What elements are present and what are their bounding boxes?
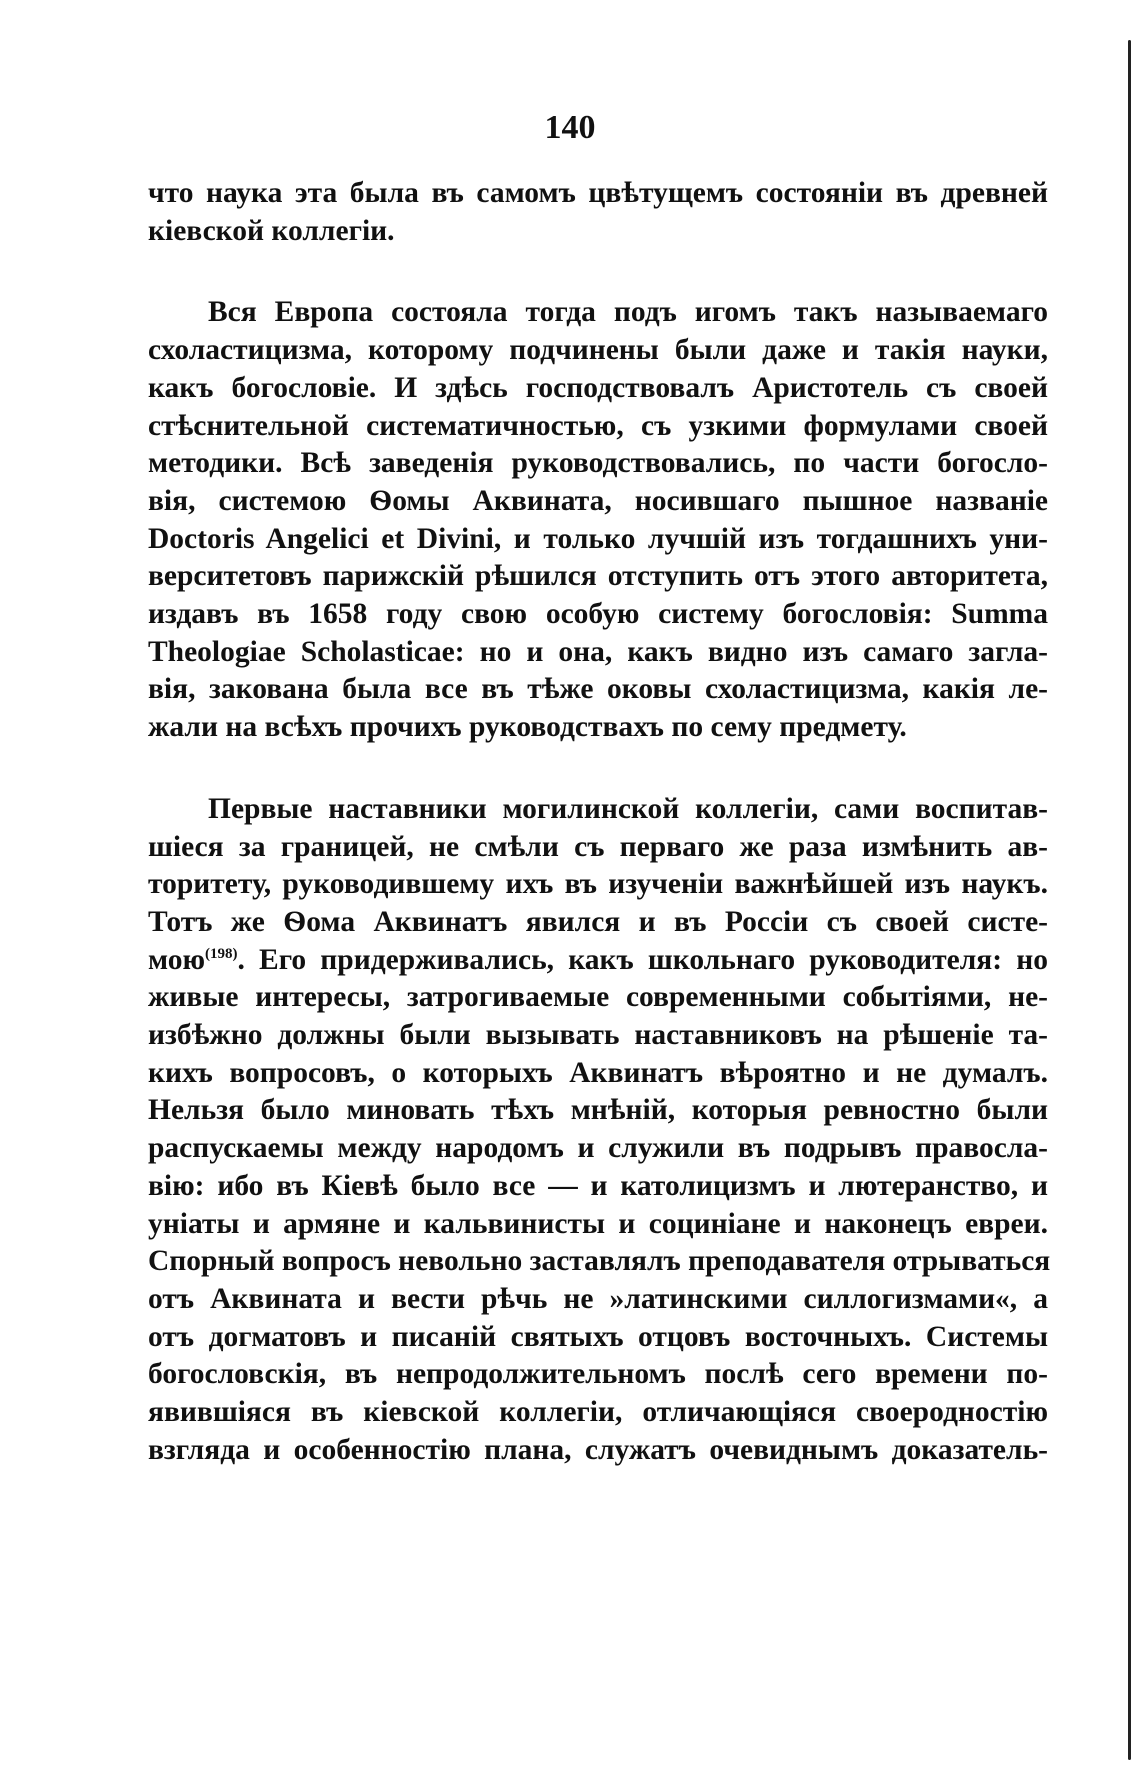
text-line: схоластицизма, которому подчинены были даже и такія науки,	[148, 334, 1048, 367]
text-line: отъ Аквината и вести рѣчь не »латинскими силлогизмами«, а	[148, 1282, 1048, 1315]
text-line: богословскія, въ непродолжительномъ послѣ сего времени по-	[148, 1358, 1048, 1391]
page-body	[148, 175, 1051, 1470]
text-line: жали на всѣхъ прочихъ руководствахъ по сему предмету.	[148, 711, 907, 744]
text-fragment: мою	[148, 943, 205, 976]
text-line: взгляда и особенностію плана, служатъ очевиднымъ доказатель-	[148, 1433, 1048, 1466]
text-line: Вся Европа состояла тогда подъ игомъ такъ называемаго	[208, 296, 1048, 329]
text-line: издавъ въ 1658 году свою особую систему богословія: Summa	[148, 598, 1048, 631]
text-line: стѣснительной систематичностью, съ узкими формулами своей	[148, 409, 1048, 442]
text-line-with-footnote	[148, 942, 1048, 980]
text-line: что наука эта была въ самомъ цвѣтущемъ состояніи въ древней	[148, 177, 1048, 209]
text-line: распускаемы между народомъ и служили въ подрывъ правосла-	[148, 1132, 1048, 1165]
text-line: Theologiae Scholasticae: но и она, какъ видно изъ самаго загла-	[148, 635, 1048, 668]
text-line: отъ догматовъ и писаній святыхъ отцовъ восточныхъ. Системы	[148, 1320, 1048, 1353]
page-number: 140	[544, 109, 596, 146]
text-line: живые интересы, затрогиваемые современными событіями, не-	[148, 981, 1048, 1014]
text-line: верситетовъ парижскій рѣшился отступить отъ этого авторитета,	[148, 560, 1048, 593]
text-line: шіеся за границей, не смѣли съ перваго же раза измѣнить ав-	[148, 830, 1048, 863]
text-line: Спорный вопросъ невольно заставлялъ преподавателя отрываться	[148, 1245, 1051, 1278]
text-line: методики. Всѣ заведенія руководствовались, по части богосло-	[148, 447, 1048, 480]
text-line: Нельзя было миновать тѣхъ мнѣній, которыя ревностно были	[148, 1094, 1048, 1127]
text-line: Тотъ же Ѳома Аквинатъ явился и въ Россіи съ своей систе-	[148, 905, 1048, 938]
text-line: вія, системою Ѳомы Аквината, носившаго пышное названіе	[148, 484, 1048, 517]
text-line: Doctoris Angelici et Divini, и только лучшій изъ тогдашнихъ уни-	[148, 522, 1048, 555]
paragraph-1	[148, 175, 1048, 250]
text-line: Первые наставники могилинской коллегіи, сами воспитав-	[208, 792, 1048, 825]
text-line: какъ богословіе. И здѣсь господствовалъ Аристотель съ своей	[148, 371, 1048, 404]
text-line: кіевской коллегіи.	[148, 214, 395, 247]
page-edge-shadow	[1128, 40, 1131, 1760]
text-line: вію: ибо въ Кіевѣ было все — и католицизмъ и лютеранство, и	[148, 1169, 1048, 1202]
text-line: кихъ вопросовъ, о которыхъ Аквинатъ вѣроятно и не думалъ.	[148, 1056, 1048, 1089]
text-line: избѣжно должны были вызывать наставниковъ на рѣшеніе та-	[148, 1019, 1048, 1052]
text-line: вія, закована была все въ тѣже оковы схоластицизма, какія ле-	[148, 673, 1048, 706]
text-line: уніаты и армяне и кальвинисты и социніане и наконецъ евреи.	[148, 1207, 1048, 1240]
paragraph-2	[148, 294, 1048, 746]
paragraph-3	[148, 791, 1051, 1470]
text-line: торитету, руководившему ихъ въ изученіи важнѣйшей изъ наукъ.	[148, 868, 1048, 901]
text-fragment: . Его придерживались, какъ школьнаго руководителя: но	[237, 943, 1048, 976]
text-line: явившіяся въ кіевской коллегіи, отличающіяся своеродностію	[148, 1396, 1048, 1429]
footnote-reference: (198)	[205, 945, 238, 962]
